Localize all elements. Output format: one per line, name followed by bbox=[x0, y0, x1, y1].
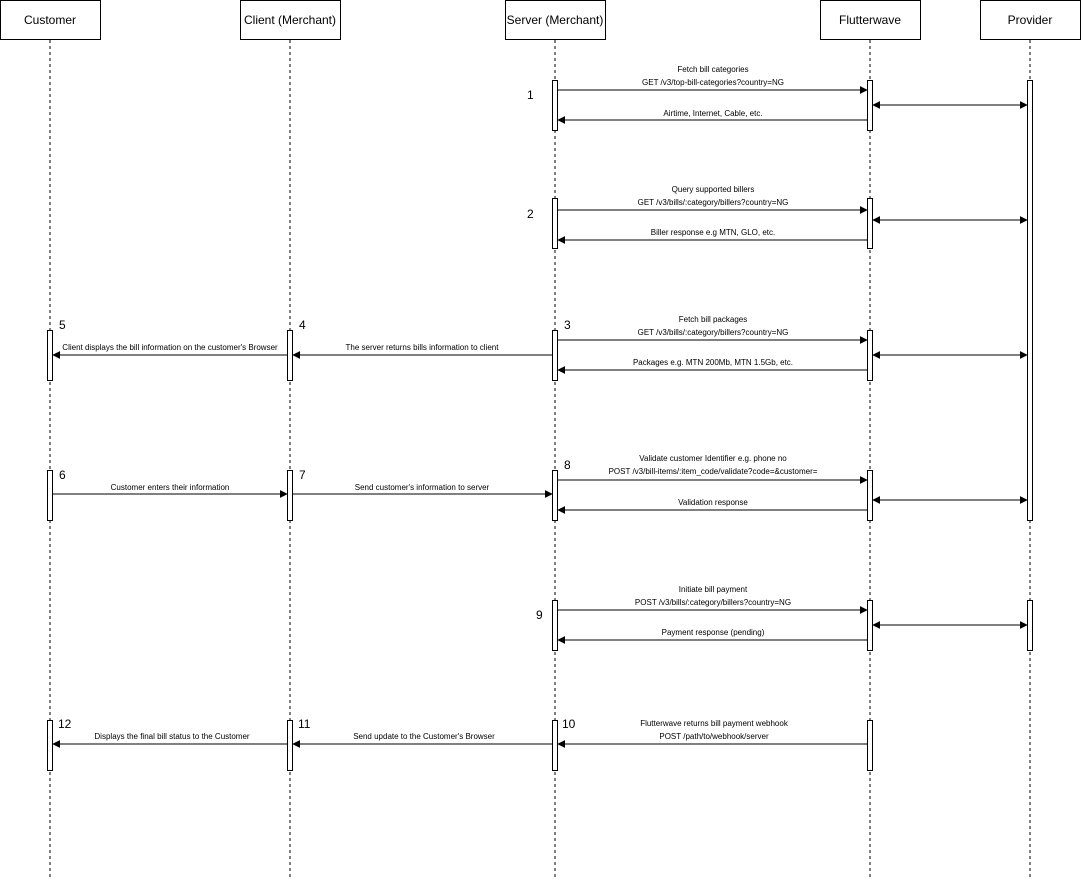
participant-label: Provider bbox=[1007, 13, 1053, 27]
message-label: The server returns bills information to client bbox=[345, 343, 499, 352]
response-label: Validation response bbox=[678, 498, 748, 507]
response-label: Airtime, Internet, Cable, etc. bbox=[663, 109, 763, 118]
response-label: Payment response (pending) bbox=[661, 628, 765, 637]
participant-customer bbox=[1, 1, 101, 40]
step-number: 4 bbox=[299, 318, 306, 332]
message-label: Customer enters their information bbox=[110, 483, 230, 492]
activation-bar bbox=[868, 199, 873, 249]
step-number: 1 bbox=[527, 88, 534, 102]
activation-bar bbox=[553, 199, 558, 249]
message-label: GET /v3/top-bill-categories?country=NG bbox=[642, 78, 784, 87]
participant-server bbox=[506, 1, 606, 40]
participant-client bbox=[241, 1, 341, 40]
activation-bar bbox=[288, 471, 293, 521]
participant-label: Customer bbox=[23, 13, 77, 27]
activation-bar bbox=[553, 81, 558, 131]
participant-flutterwave bbox=[821, 1, 921, 40]
message-label: POST /v3/bill-items/:item_code/validate?code=&customer= bbox=[608, 467, 818, 476]
step-number: 7 bbox=[299, 468, 306, 482]
activation-bar bbox=[48, 471, 53, 521]
activation-bar bbox=[553, 471, 558, 521]
message-label: Send customer's information to server bbox=[354, 483, 490, 492]
step-number: 6 bbox=[59, 468, 66, 482]
message-label: Client displays the bill information on the customer's Browser bbox=[62, 343, 278, 352]
message-label: POST /v3/bills/:category/billers?country=NG bbox=[634, 598, 792, 607]
message-label: Query supported billers bbox=[671, 185, 755, 194]
activation-bar bbox=[868, 721, 873, 771]
activation-bar bbox=[868, 331, 873, 381]
message-label: Flutterwave returns bill payment webhook bbox=[640, 719, 788, 728]
activation-bar bbox=[288, 331, 293, 381]
step-number: 12 bbox=[58, 717, 72, 731]
activation-bar bbox=[553, 331, 558, 381]
activation-bar bbox=[868, 471, 873, 521]
message-label: Fetch bill packages bbox=[678, 315, 748, 324]
activation-bar bbox=[868, 81, 873, 131]
step-number: 2 bbox=[527, 207, 534, 221]
message-label: Displays the final bill status to the Customer bbox=[94, 732, 250, 741]
participant-label: Client (Merchant) bbox=[243, 13, 337, 27]
message-label: Send update to the Customer's Browser bbox=[353, 732, 495, 741]
activation-bar bbox=[868, 601, 873, 651]
message-label: GET /v3/bills/:category/billers?country=NG bbox=[637, 328, 789, 337]
step-number: 8 bbox=[564, 458, 571, 472]
activation-bar bbox=[288, 721, 293, 771]
step-number: 3 bbox=[564, 318, 571, 332]
step-number: 10 bbox=[562, 717, 576, 731]
message-label: Initiate bill payment bbox=[678, 585, 748, 594]
participant-label: Flutterwave bbox=[838, 13, 902, 27]
response-label: Packages e.g. MTN 200Mb, MTN 1.5Gb, etc. bbox=[632, 358, 794, 367]
participant-provider bbox=[981, 1, 1081, 40]
participant-label: Server (Merchant) bbox=[506, 13, 604, 27]
step-number: 9 bbox=[536, 608, 543, 622]
message-label: Fetch bill categories bbox=[677, 65, 749, 74]
step-number: 11 bbox=[298, 717, 311, 731]
activation-bar bbox=[553, 601, 558, 651]
activation-bar bbox=[48, 721, 53, 771]
activation-bar bbox=[1028, 601, 1033, 651]
response-label: Biller response e.g MTN, GLO, etc. bbox=[650, 228, 776, 237]
activation-bar bbox=[553, 721, 558, 771]
activation-bar bbox=[48, 331, 53, 381]
message-label: Validate customer Identifier e.g. phone no bbox=[639, 454, 787, 463]
activation-bar bbox=[1028, 81, 1033, 521]
step-number: 5 bbox=[59, 318, 66, 332]
message-label: GET /v3/bills/:category/billers?country=NG bbox=[637, 198, 789, 207]
message-label: POST /path/to/webhook/server bbox=[659, 732, 769, 741]
